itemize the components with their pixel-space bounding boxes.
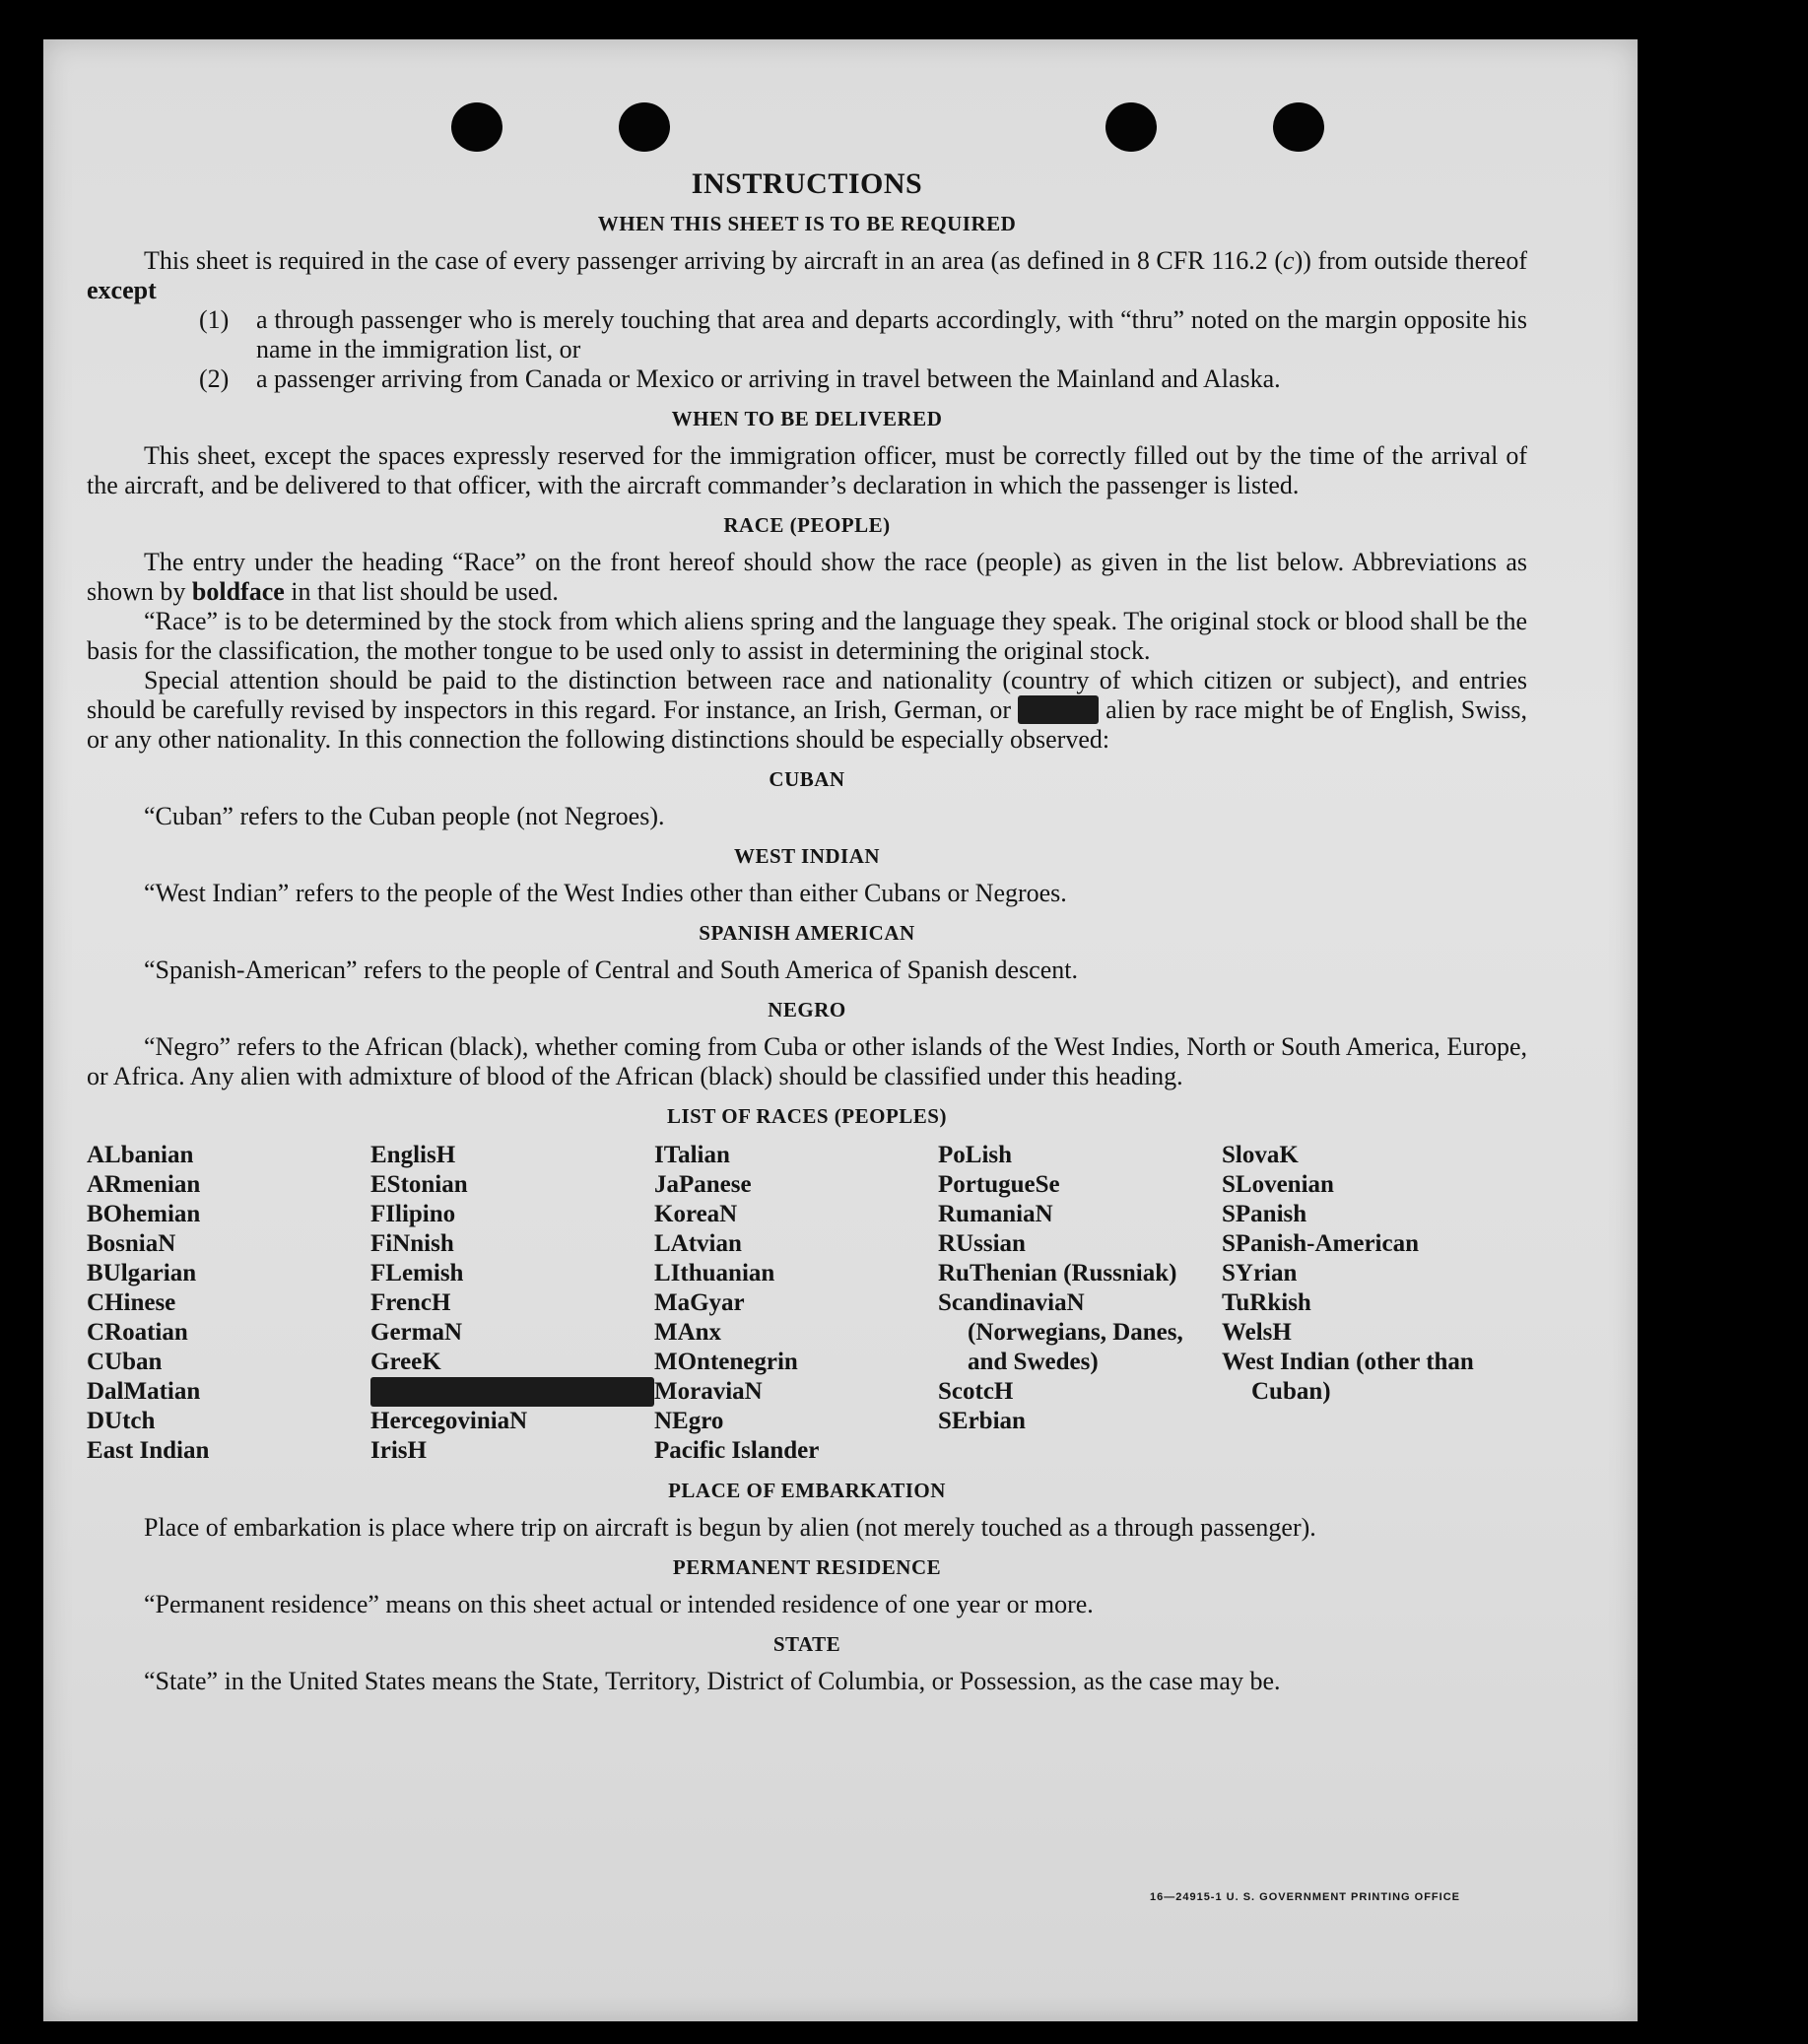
- race-entry: IrisH: [370, 1437, 427, 1464]
- text: except: [87, 276, 157, 304]
- text: This sheet is required in the case of every passenger arriving by aircraft in an area (as defined in 8 CFR 116.2 (: [144, 246, 1284, 275]
- race-entry: LIthuanian: [654, 1260, 775, 1286]
- race-entry: FrencH: [370, 1289, 451, 1316]
- negro-text: “Negro” refers to the African (black), whether coming from Cuba or other islands of the West Indies, North or South America, Europe, or Africa. Any alien with admixture of blood of the African (black) should be classified under this heading.: [87, 1032, 1527, 1090]
- race-entry: PoLish: [938, 1142, 1013, 1168]
- race-entry: SPanish: [1222, 1201, 1307, 1227]
- race-entry: FiNnish: [370, 1230, 454, 1257]
- item-text: a passenger arriving from Canada or Mexico or arriving in travel between the Mainland and Alaska.: [256, 364, 1281, 393]
- item-number: (1): [199, 305, 230, 334]
- document-sheet: [43, 39, 1638, 2021]
- race-entry: GreeK: [370, 1349, 441, 1375]
- race-paragraph-2: “Race” is to be determined by the stock from which aliens spring and the language they speak. The original stock or blood shall be the basis for the classification, the mother tongue to be used only to assist in determining the original stock.: [87, 607, 1527, 665]
- text: Special attention should be paid to the distinction between race and nationality (country of which citizen or subject), and entries should be carefully revised by inspectors in this regard. For instance, an Irish, German, or: [87, 666, 1527, 724]
- residence-text: “Permanent residence” means on this sheet actual or intended residence of one year or more.: [144, 1590, 1094, 1618]
- text: )) from outside thereof: [1294, 246, 1527, 275]
- printing-office-footer: 16—24915-1 U. S. GOVERNMENT PRINTING OFFICE: [1149, 1891, 1460, 1903]
- heading-race: RACE (PEOPLE): [723, 513, 891, 537]
- punch-hole: [451, 102, 502, 152]
- race-entry: NEgro: [654, 1408, 724, 1434]
- race-entry: SYrian: [1222, 1260, 1298, 1286]
- race-entry: WelsH: [1222, 1319, 1292, 1346]
- race-entry: ARmenian: [87, 1171, 201, 1198]
- instructions-content: [87, 169, 1527, 1696]
- race-entry: ScotcH: [938, 1378, 1014, 1405]
- text: The entry under the heading “Race” on the front hereof should show the race (people) as given in the list below. Abbreviations as shown by: [87, 548, 1527, 606]
- race-entry: DalMatian: [87, 1378, 201, 1405]
- punch-hole: [619, 102, 670, 152]
- races-column: [87, 1141, 370, 1466]
- race-entry: ScandinaviaN (Norwegians, Danes, and Swedes): [938, 1289, 1183, 1375]
- heading-cuban: CUBAN: [769, 767, 845, 791]
- required-paragraph: [87, 246, 1527, 305]
- delivered-paragraph: This sheet, except the spaces expressly reserved for the immigration officer, must be correctly filled out by the time of the arrival of the aircraft, and be delivered to that officer, with the aircraft commander’s declaration in which the passenger is listed.: [87, 441, 1527, 499]
- text: in that list should be used.: [284, 577, 559, 606]
- race-entry: KoreaN: [654, 1201, 738, 1227]
- race-entry: CRoatian: [87, 1319, 188, 1346]
- race-entry: SPanish-American: [1222, 1230, 1419, 1257]
- heading-west-indian: WEST INDIAN: [733, 844, 881, 868]
- race-paragraph-3: [87, 666, 1527, 755]
- race-entry: SlovaK: [1222, 1142, 1299, 1168]
- race-entry: RUssian: [938, 1230, 1026, 1257]
- races-column: [1222, 1141, 1517, 1466]
- heading-state: STATE: [772, 1632, 841, 1656]
- race-entry: PortugueSe: [938, 1171, 1060, 1198]
- race-entry: MaGyar: [654, 1289, 745, 1316]
- race-entry: ALbanian: [87, 1142, 194, 1168]
- heading-when-required: WHEN THIS SHEET IS TO BE REQUIRED: [597, 212, 1017, 235]
- race-entry: SErbian: [938, 1408, 1026, 1434]
- redaction-mark: [1018, 695, 1099, 724]
- text: boldface: [191, 577, 285, 606]
- page-title: INSTRUCTIONS: [691, 167, 923, 200]
- race-entry: CHinese: [87, 1289, 176, 1316]
- heading-when-delivered: WHEN TO BE DELIVERED: [671, 407, 943, 430]
- race-paragraph-1: [87, 548, 1527, 607]
- embarkation-text: Place of embarkation is place where trip on aircraft is begun by alien (not merely touched as a through passenger).: [144, 1513, 1316, 1542]
- item-text: a through passenger who is merely touching that area and departs accordingly, with “thru” noted on the margin opposite his name in the immigration list, or: [256, 305, 1527, 363]
- exception-item: [199, 305, 1527, 364]
- race-entry: BUlgarian: [87, 1260, 197, 1286]
- race-entry: MoraviaN: [654, 1378, 763, 1405]
- heading-spanish-american: SPANISH AMERICAN: [699, 921, 915, 945]
- race-entry: [370, 1377, 654, 1407]
- west-indian-text: “West Indian” refers to the people of the West Indies other than either Cubans or Negroes.: [144, 879, 1067, 907]
- race-entry: FLemish: [370, 1260, 464, 1286]
- race-entry: HercegoviniaN: [370, 1408, 528, 1434]
- cuban-text: “Cuban” refers to the Cuban people (not Negroes).: [144, 802, 665, 830]
- race-entry: EStonian: [370, 1171, 468, 1198]
- spanish-american-text: “Spanish-American” refers to the people of Central and South America of Spanish descent.: [144, 956, 1078, 984]
- race-entry: CUban: [87, 1349, 163, 1375]
- race-entry: MAnx: [654, 1319, 722, 1346]
- race-entry: ITalian: [654, 1142, 730, 1168]
- races-list: [87, 1141, 1527, 1466]
- punch-hole: [1105, 102, 1157, 152]
- race-entry: LAtvian: [654, 1230, 742, 1257]
- races-column: [654, 1141, 938, 1466]
- race-entry: Pacific Islander: [654, 1437, 820, 1464]
- heading-permanent-residence: PERMANENT RESIDENCE: [672, 1555, 942, 1579]
- exception-item: [199, 364, 1527, 394]
- race-entry: East Indian: [87, 1437, 210, 1464]
- heading-place-of-embarkation: PLACE OF EMBARKATION: [668, 1479, 946, 1502]
- race-entry: TuRkish: [1222, 1289, 1311, 1316]
- text: c: [1283, 246, 1295, 275]
- race-entry: RuThenian (Russniak): [938, 1260, 1177, 1286]
- race-entry: FIlipino: [370, 1201, 456, 1227]
- race-entry: BOhemian: [87, 1201, 201, 1227]
- race-entry: JaPanese: [654, 1171, 752, 1198]
- race-entry: MOntenegrin: [654, 1349, 798, 1375]
- race-entry: GermaN: [370, 1319, 463, 1346]
- race-entry: RumaniaN: [938, 1201, 1053, 1227]
- races-column: [370, 1141, 654, 1466]
- races-column: [938, 1141, 1222, 1466]
- text: alien by race might be of English, Swiss, or any other nationality. In this connection the following distinctions should be especially observed:: [87, 695, 1527, 754]
- heading-list-of-races: LIST OF RACES (PEOPLES): [667, 1104, 947, 1128]
- punch-hole: [1273, 102, 1324, 152]
- race-entry: DUtch: [87, 1408, 156, 1434]
- heading-negro: NEGRO: [768, 998, 846, 1022]
- item-number: (2): [199, 364, 230, 393]
- race-entry: West Indian (other than Cuban): [1222, 1349, 1474, 1405]
- state-text: “State” in the United States means the State, Territory, District of Columbia, or Possession, as the case may be.: [144, 1667, 1281, 1695]
- race-entry: BosniaN: [87, 1230, 176, 1257]
- race-entry: EnglisH: [370, 1142, 456, 1168]
- race-entry: SLovenian: [1222, 1171, 1334, 1198]
